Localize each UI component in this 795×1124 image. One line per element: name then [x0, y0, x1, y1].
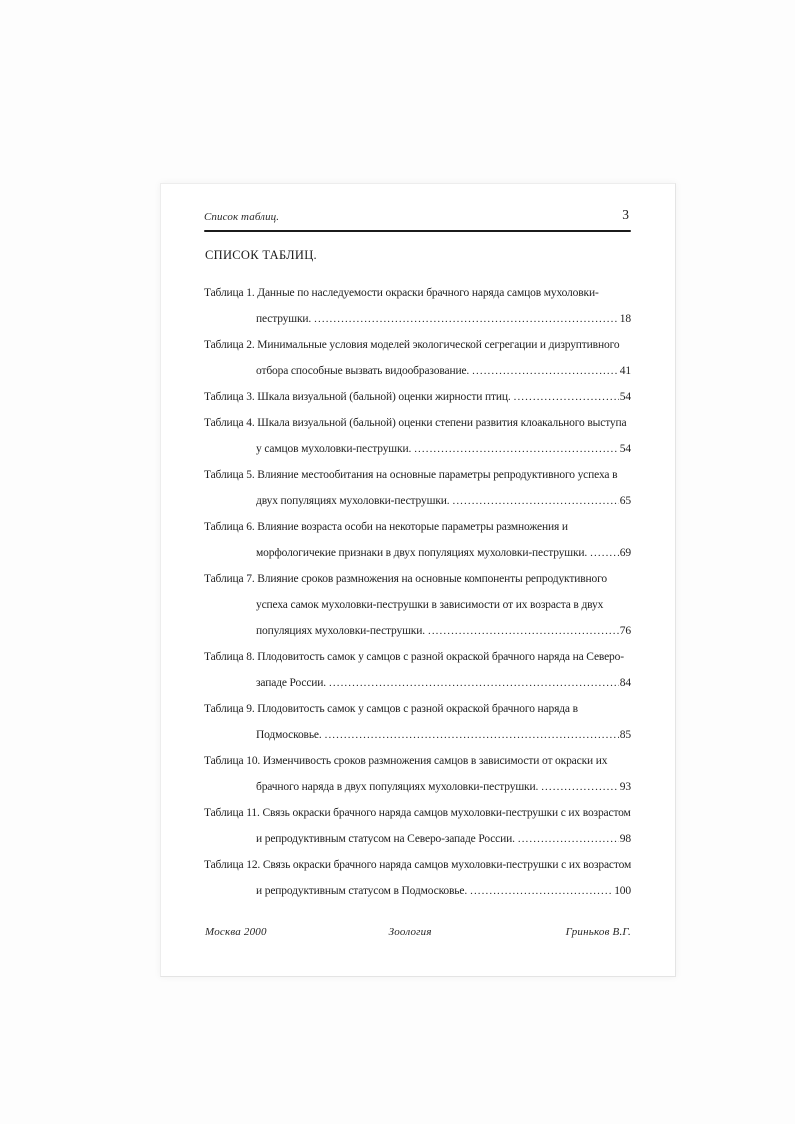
- document-page: [160, 183, 676, 977]
- dot-leader: [470, 878, 613, 904]
- toc-entry-text: у самцов мухоловки-пеструшки.: [256, 443, 412, 455]
- toc-entry-text: Таблица 7. Влияние сроков размножения на основные компоненты репродуктивного: [204, 573, 607, 585]
- footer-author: Гриньков В.Г.: [565, 926, 631, 938]
- dot-leader: [428, 618, 619, 644]
- toc-entry-line: [204, 722, 631, 748]
- footer-section: Зоология: [388, 926, 432, 938]
- toc-entry-line: [204, 748, 631, 774]
- dot-leader: [541, 774, 619, 800]
- header-rule: [204, 230, 631, 232]
- dot-leader: [518, 826, 619, 852]
- toc-entry-text: успеха самок мухоловки-пеструшки в зависимости от их возраста в двух: [256, 599, 604, 611]
- dot-leader: [452, 488, 618, 514]
- toc-page-number: 100: [614, 885, 631, 897]
- toc-entry-text: отбора способные вызвать видообразование.: [256, 365, 470, 377]
- toc-entry-text: двух популяциях мухоловки-пеструшки.: [256, 495, 450, 507]
- toc-page-number: 76: [619, 625, 631, 637]
- toc-entry-text: Таблица 3. Шкала визуальной (бальной) оценки жирности птиц.: [204, 391, 511, 403]
- dot-leader: [414, 436, 619, 462]
- toc-entry-line: [204, 488, 631, 514]
- toc-entry-line: [204, 540, 631, 566]
- dot-leader: [314, 306, 619, 332]
- toc-page-number: 69: [619, 547, 631, 559]
- toc-list: [204, 280, 631, 904]
- dot-leader: [329, 670, 619, 696]
- toc-page-number: 65: [619, 495, 631, 507]
- toc-entry-line: [204, 410, 631, 436]
- toc-page-number: 54: [619, 391, 631, 403]
- toc-entry-line: [204, 696, 631, 722]
- toc-entry-text: Таблица 12. Связь окраски брачного наряда самцов мухоловки-пеструшки с их возрастом: [204, 859, 632, 871]
- toc-entry-line: [204, 436, 631, 462]
- toc-entry-text: Таблица 9. Плодовитость самок у самцов с разной окраской брачного наряда в: [204, 703, 578, 715]
- toc-entry-line: [204, 566, 631, 592]
- toc-page-number: 54: [619, 443, 631, 455]
- toc-entry-text: Таблица 1. Данные по наследуемости окраски брачного наряда самцов мухоловки-: [204, 287, 599, 299]
- toc-entry-line: [204, 462, 631, 488]
- toc-entry-text: Таблица 10. Изменчивость сроков размножения самцов в зависимости от окраски их: [204, 755, 608, 767]
- toc-page-number: 41: [619, 365, 631, 377]
- toc-entry-line: [204, 852, 631, 878]
- toc-entry-text: Таблица 5. Влияние местообитания на основные параметры репродуктивного успеха в: [204, 469, 618, 481]
- page-number: 3: [622, 207, 629, 222]
- toc-entry-line: [204, 800, 631, 826]
- dot-leader: [514, 384, 619, 410]
- toc-entry-line: [204, 826, 631, 852]
- toc-page-number: 85: [619, 729, 631, 741]
- dot-leader: [472, 358, 619, 384]
- toc-entry-text: пеструшки.: [256, 313, 312, 325]
- toc-entry-text: Подмосковье.: [256, 729, 322, 741]
- toc-entry-text: и репродуктивным статусом в Подмосковье.: [256, 885, 468, 897]
- page-content: [204, 184, 631, 976]
- toc-entry-line: [204, 670, 631, 696]
- toc-entry-line: [204, 332, 631, 358]
- toc-entry-line: [204, 306, 631, 332]
- running-title: Список таблиц.: [204, 211, 280, 223]
- toc-entry-text: Таблица 2. Минимальные условия моделей экологической сегрегации и дизруптивного: [204, 339, 620, 351]
- footer-place-date: Москва 2000: [205, 926, 267, 938]
- toc-page-number: 98: [619, 833, 631, 845]
- toc-entry-line: [204, 358, 631, 384]
- document-title: СПИСОК ТАБЛИЦ.: [205, 248, 317, 262]
- toc-entry-text: западе России.: [256, 677, 327, 689]
- toc-entry-line: [204, 280, 631, 306]
- toc-entry-text: морфологичекие признаки в двух популяциях мухоловки-пеструшки.: [256, 547, 588, 559]
- dot-leader: [590, 540, 619, 566]
- toc-page-number: 84: [619, 677, 631, 689]
- toc-entry-text: брачного наряда в двух популяциях мухоловки-пеструшки.: [256, 781, 539, 793]
- page-footer: [205, 926, 631, 938]
- toc-page-number: 93: [619, 781, 631, 793]
- toc-entry-line: [204, 592, 631, 618]
- toc-entry-text: популяциях мухоловки-пеструшки.: [256, 625, 425, 637]
- toc-entry-text: Таблица 11. Связь окраски брачного наряда самцов мухоловки-пеструшки с их возрастом: [204, 807, 631, 819]
- toc-entry-text: Таблица 6. Влияние возраста особи на некоторые параметры размножения и: [204, 521, 568, 533]
- toc-entry-text: и репродуктивным статусом на Северо-западе России.: [256, 833, 515, 845]
- toc-entry-line: [204, 384, 631, 410]
- toc-entry-line: [204, 618, 631, 644]
- page-header: [204, 207, 631, 223]
- toc-entry-text: Таблица 4. Шкала визуальной (бальной) оценки степени развития клоакального выступа: [204, 417, 627, 429]
- toc-entry-line: [204, 878, 631, 904]
- dot-leader: [325, 722, 619, 748]
- toc-entry-line: [204, 774, 631, 800]
- toc-entry-text: Таблица 8. Плодовитость самок у самцов с разной окраской брачного наряда на Северо-: [204, 651, 624, 663]
- toc-entry-line: [204, 644, 631, 670]
- toc-page-number: 18: [619, 313, 631, 325]
- toc-entry-line: [204, 514, 631, 540]
